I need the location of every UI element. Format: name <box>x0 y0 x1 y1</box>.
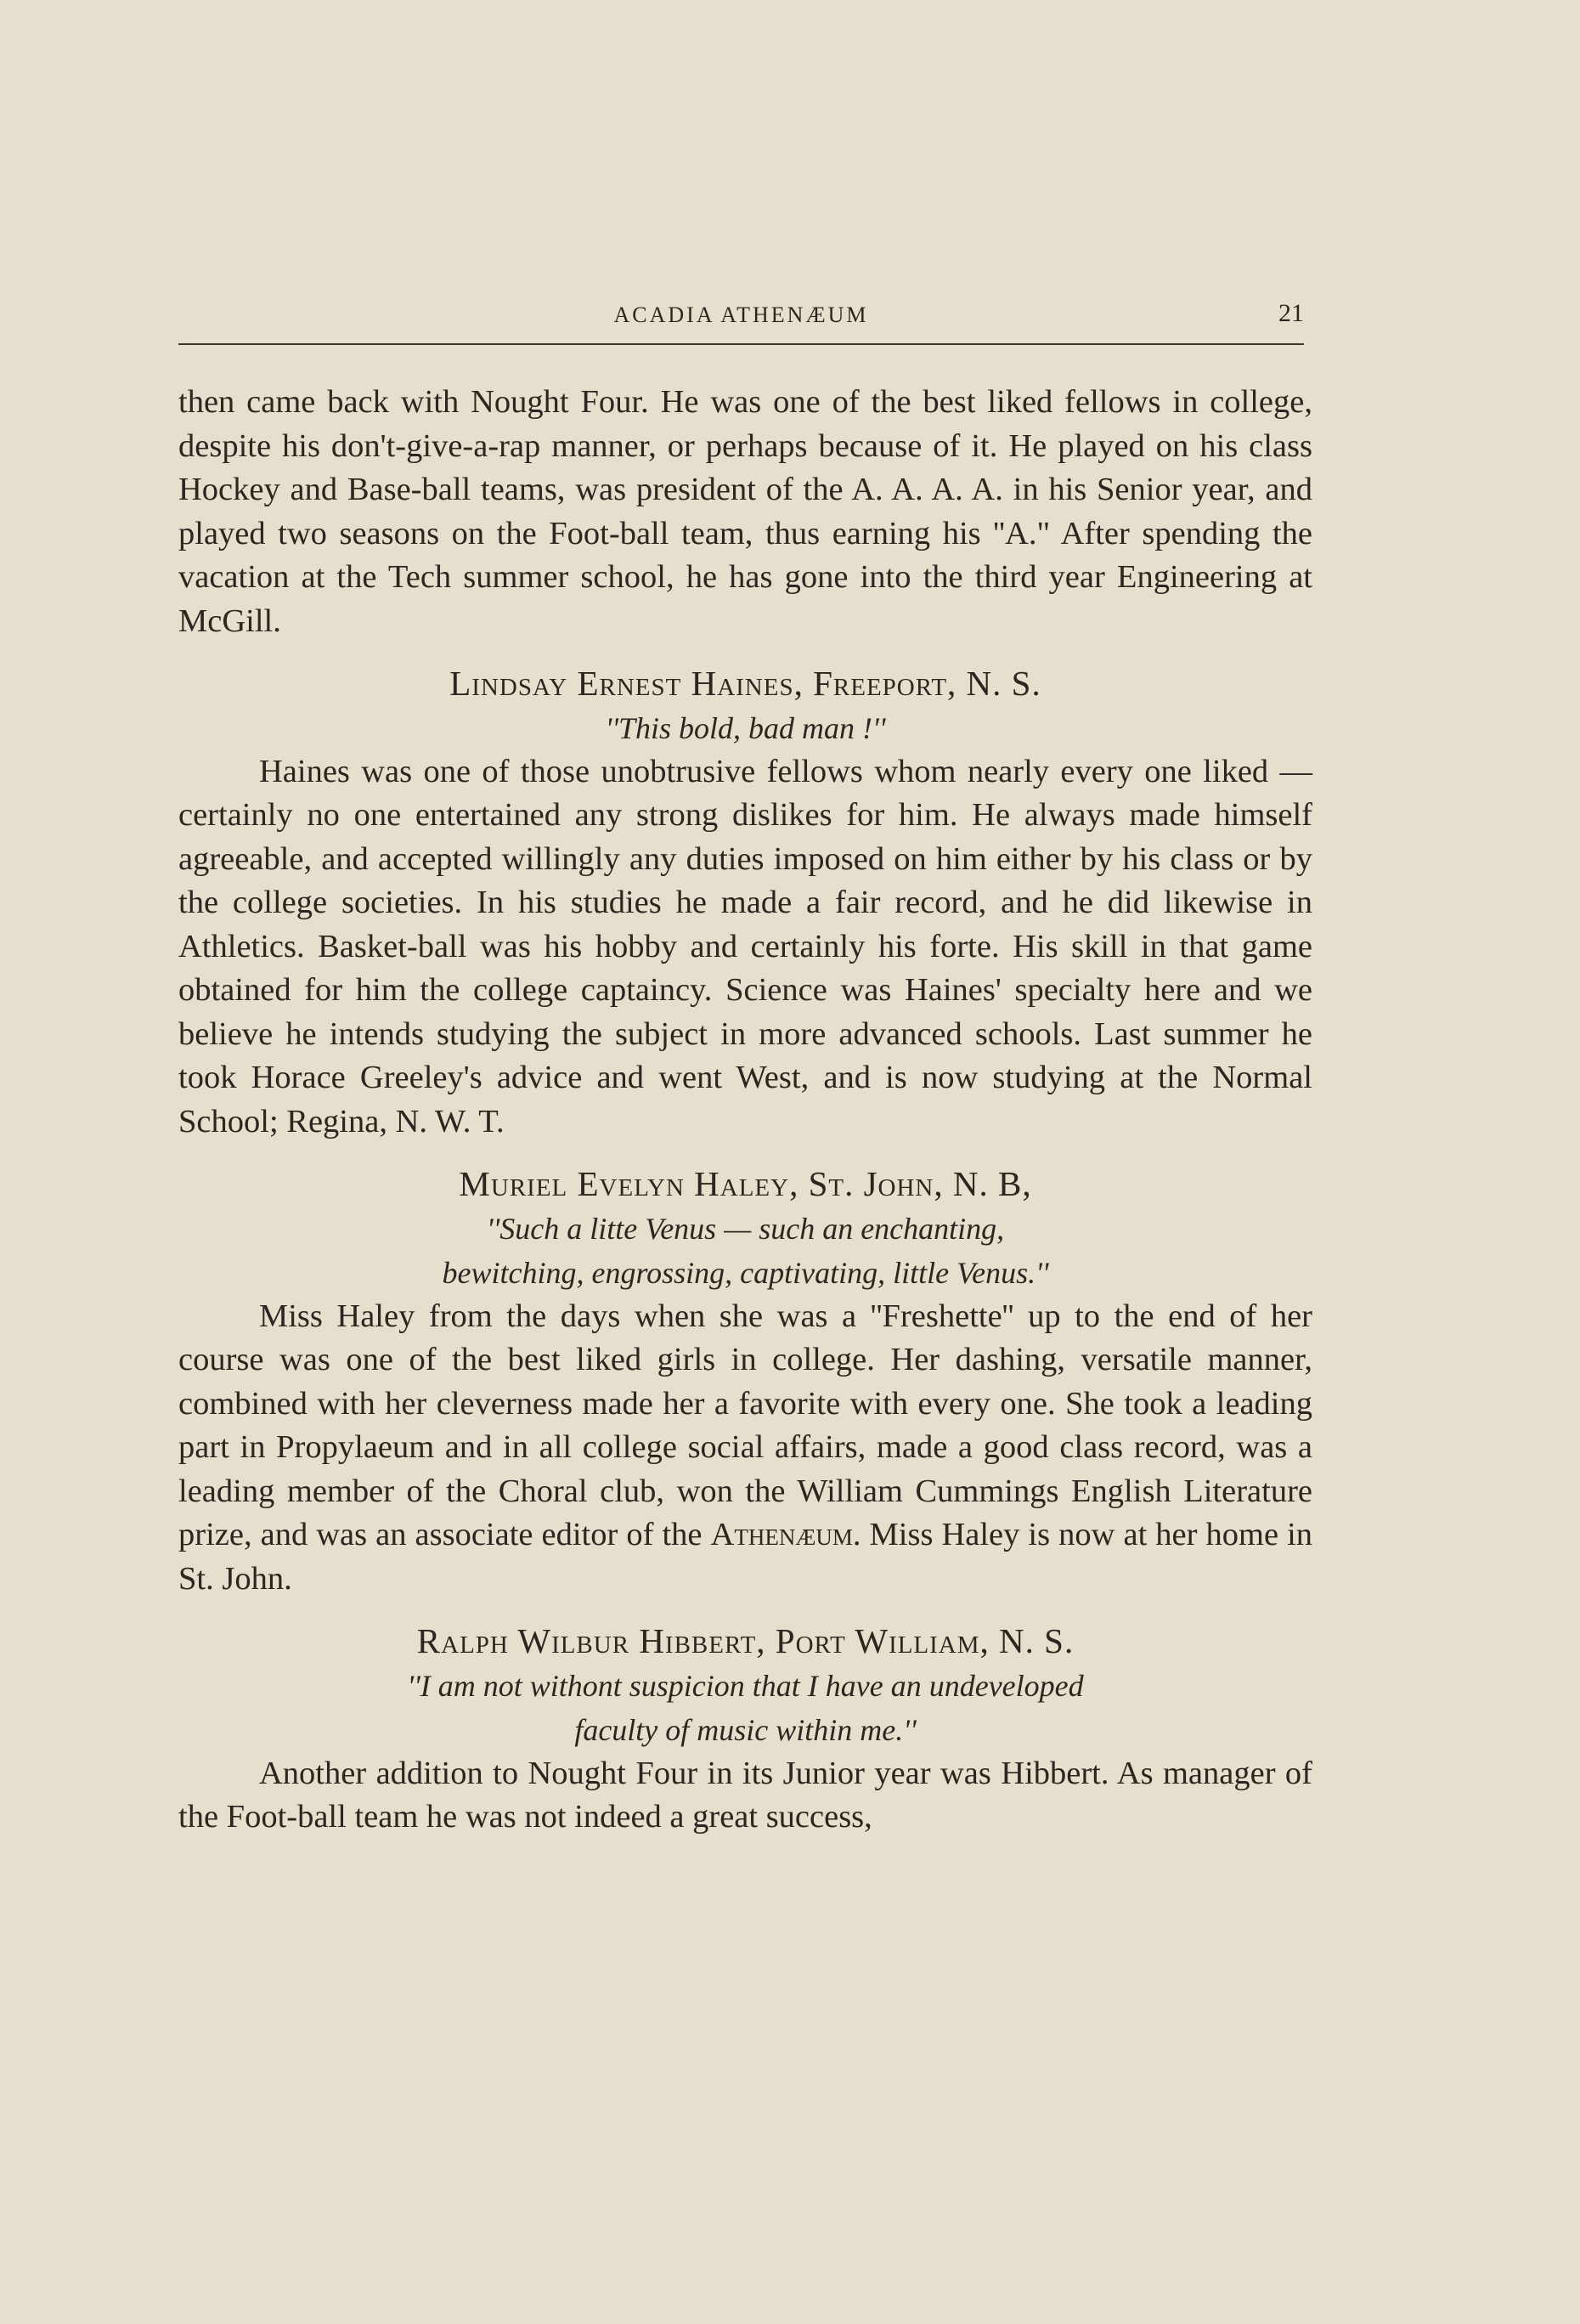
entry-name-haines: Lindsay Ernest Haines, Freeport, N. S. <box>449 664 1041 703</box>
entry-quote-haley-line1: ''Such a litte Venus — such an enchanting, <box>486 1211 1005 1246</box>
entry-body-hibbert: Another addition to Nought Four in its Junior year was Hibbert. As manager of the Foot-ball team he was not indeed a great success, <box>178 1755 1312 1835</box>
entry-body-haley-end: Miss Haley is now at her home in St. John. <box>178 1517 1313 1597</box>
entry-quote-hibbert-line1: ''I am not withont suspicion that I have an undeveloped <box>407 1668 1084 1703</box>
intro-paragraph: then came back with Nought Four. He was one of the best liked fellows in college, despite his don't-give-a-rap manner, or perhaps because of it. He played on his class Hockey and Base-ball teams, was president of the A. A. A. A. in his Senior year, and played two seasons on the Foot-ball team, thus earning his ''A." After spending the vacation at the Tech summer school, he has gone into the third year Engineering at McGill. <box>178 384 1312 639</box>
entry-name-hibbert: Ralph Wilbur Hibbert, Port William, N. S. <box>416 1621 1075 1660</box>
athenaeum-smallcaps: Athenæum. <box>710 1517 861 1552</box>
entry-body-haley <box>178 1295 1312 1602</box>
entry-body-haines: Haines was one of those unobtrusive fellows whom nearly every one liked —certainly no one entertained any strong dislikes for him. He always made himself agreeable, and accepted willingly any duties imposed on him either by his class or by the college societies. In his studies he made a fair record, and he did likewise in Athletics. Basket-ball was his hobby and certainly his forte. His skill in that game obtained for him the college captaincy. Science was Haines' specialty here and we believe he intends studying the subject in more advanced schools. Last summer he took Horace Greeley's advice and went West, and is now studying at the Normal School; Regina, N. W. T. <box>178 753 1312 1139</box>
page-number: 21 <box>1278 299 1304 327</box>
page-header <box>178 299 1304 345</box>
entry-quote-hibbert-line2: faculty of music within me.'' <box>574 1712 917 1747</box>
entry-quote-haines: ''This bold, bad man !'' <box>605 710 886 745</box>
entry-quote-haley-line2: bewitching, engrossing, captivating, little Venus.'' <box>442 1255 1049 1290</box>
entry-body-haley-text: Miss Haley from the days when she was a ''Freshette'' up to the end of her course was one of the best liked girls in college. Her dashing, versatile manner, combined with her cleverness made her a favorite with every one. She took a leading part in Propylaeum and in all college social affairs, made a good class record, was a leading member of the Choral club, won the William Cummings English Literature prize, and was an associate editor of the <box>178 1298 1312 1552</box>
entry-name-haley: Muriel Evelyn Haley, St. John, N. B, <box>459 1164 1032 1203</box>
running-title: ACADIA ATHENÆUM <box>613 303 869 327</box>
body-text <box>178 381 1312 1840</box>
